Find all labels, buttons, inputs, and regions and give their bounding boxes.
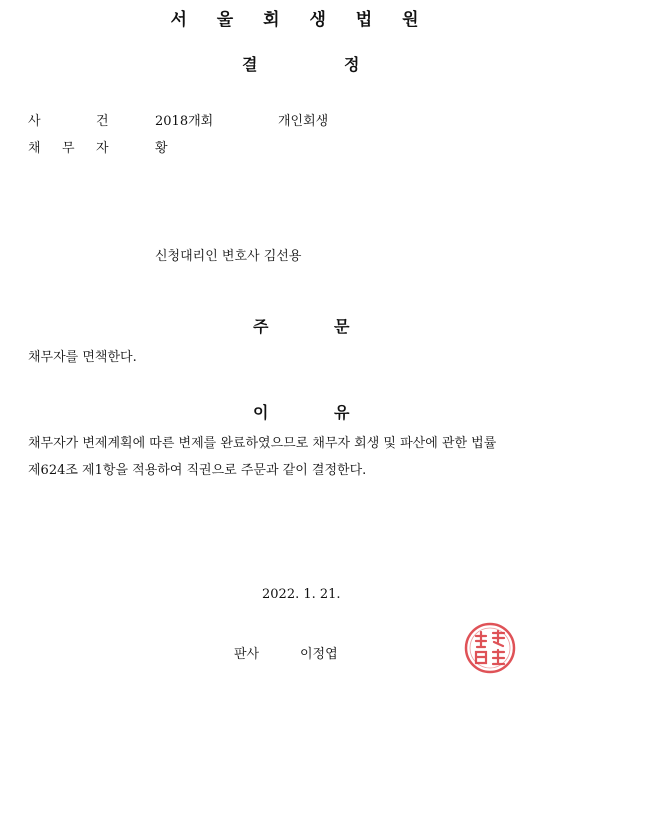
case-label-char-1: 사: [28, 114, 41, 129]
debtor-label-char-1: 채: [28, 141, 41, 156]
debtor-label-char-2: 무: [62, 141, 75, 156]
reason-heading-right: 유: [334, 403, 350, 422]
court-name: 서 울 회 생 법 원: [170, 10, 431, 30]
order-text: 채무자를 면책한다.: [28, 350, 137, 365]
doc-type-left: 결: [242, 55, 258, 74]
reason-line-1: 채무자가 변제계획에 따른 변제를 완료하였으므로 채무자 회생 및 파산에 관한 법률: [28, 436, 497, 451]
agent-line: 신청대리인 변호사 김선용: [155, 249, 302, 264]
decision-date: 2022. 1. 21.: [262, 587, 341, 602]
debtor-name: 황: [155, 141, 168, 156]
order-heading-right: 문: [334, 317, 350, 336]
debtor-label-char-3: 자: [96, 141, 109, 156]
case-number: 2018개회: [155, 114, 214, 129]
judge-name: 이정엽: [300, 647, 338, 662]
reason-line-2: 제624조 제1항을 적용하여 직권으로 주문과 같이 결정한다.: [28, 463, 367, 478]
case-type: 개인회생: [278, 114, 329, 129]
reason-heading-left: 이: [253, 403, 269, 422]
case-label-char-2: 건: [96, 114, 109, 129]
doc-type-right: 정: [344, 55, 360, 74]
judge-seal-stamp: [462, 620, 518, 676]
judge-title: 판사: [234, 647, 260, 662]
order-heading-left: 주: [253, 317, 269, 336]
